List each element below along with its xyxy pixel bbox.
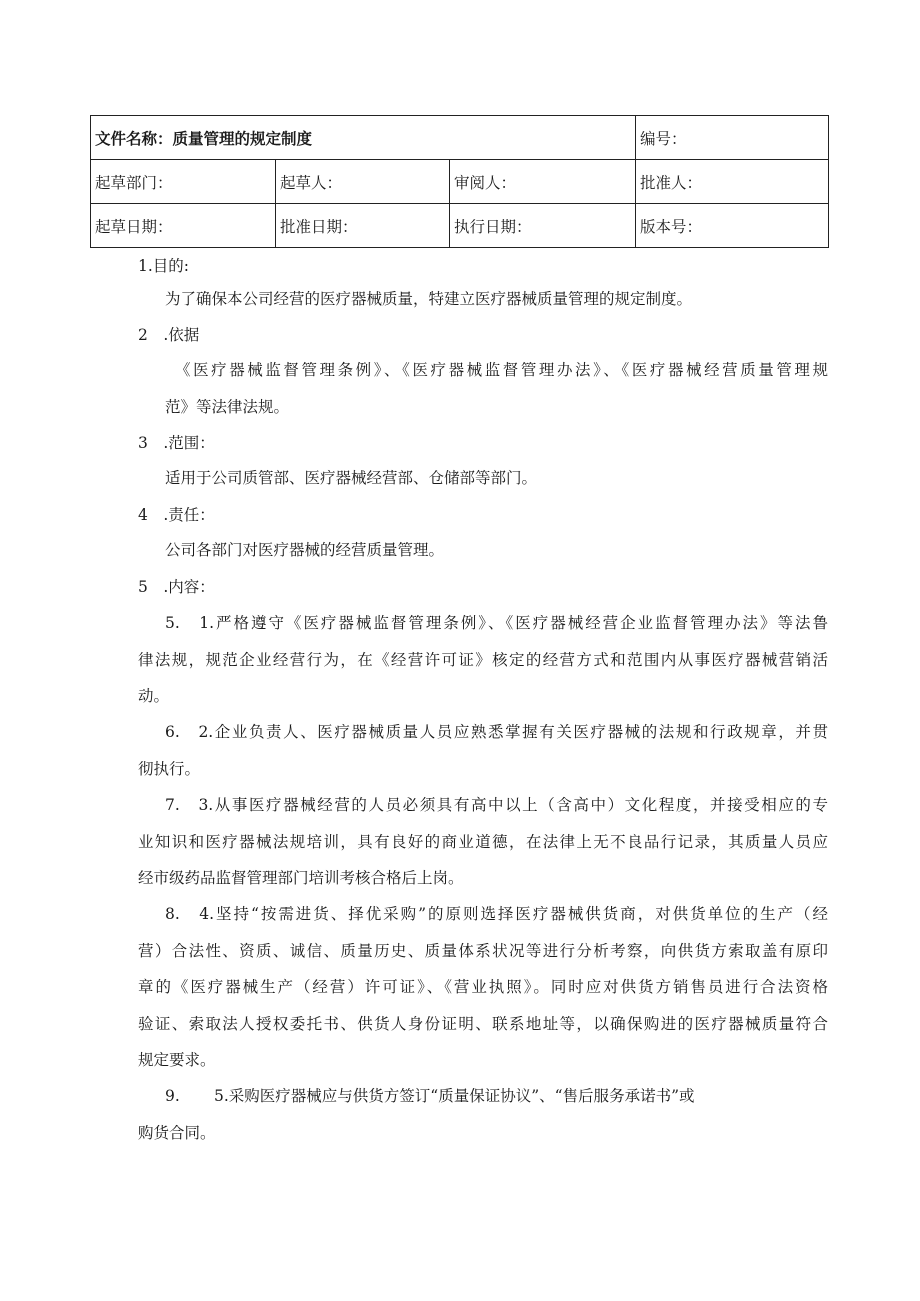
section-1-text: 为了确保本公司经营的医疗器械质量，特建立医疗器械质量管理的规定制度。 [165,290,693,308]
item-8-line-1: 8. 4.坚持“按需进货、择优采购”的原则选择医疗器械供货商，对供货单位的生产（经 [165,905,828,923]
section-2-text-line-2: 范》等法律法规。 [165,398,290,416]
section-2-heading: 2 .依据 [138,326,200,344]
drafter-cell: 起草人： [276,160,450,204]
item-5-line-3: 动。 [138,687,170,705]
item-7-line-2: 业知识和医疗器械法规培训，具有良好的商业道德，在法律上无不良品行记录，其质量人员应 [138,833,828,851]
item-9-line-1: 5.采购医疗器械应与供货方签订“质量保证协议”、“售后服务承诺书”或 [214,1087,695,1105]
file-name-cell: 文件名称：质量管理的规定制度 [91,116,636,160]
item-8-line-5: 规定要求。 [138,1051,216,1069]
item-6-line-1: 6. 2.企业负责人、医疗器械质量人员应熟悉掌握有关医疗器械的法规和行政规章，并贯 [165,723,828,741]
item-8-line-2: 营）合法性、资质、诚信、质量历史、质量体系状况等进行分析考察，向供货方索取盖有原印 [138,942,828,960]
item-7-line-3: 经市级药品监督管理部门培训考核合格后上岗。 [138,869,464,887]
section-4-text: 公司各部门对医疗器械的经营质量管理。 [165,541,445,559]
header-row-dates [91,204,829,248]
section-3-text: 适用于公司质管部、医疗器械经营部、仓储部等部门。 [165,469,538,487]
approver-cell: 批准人： [636,160,829,204]
section-3-heading: 3 .范围： [138,434,215,452]
section-5-heading: 5 .内容： [138,578,215,596]
exec-date-cell: 执行日期： [450,204,636,248]
item-9-line-2: 购货合同。 [138,1124,216,1142]
section-2-text-line-1: 《医疗器械监督管理条例》、《医疗器械监督管理办法》、《医疗器械经营质量管理规 [175,361,828,379]
version-cell: 版本号： [636,204,829,248]
header-row-people [91,160,829,204]
approve-date-cell: 批准日期： [276,204,450,248]
item-7-line-1: 7. 3.从事医疗器械经营的人员必须具有高中以上（含高中）文化程度，并接受相应的专 [165,796,828,814]
section-4-heading: 4 .责任： [138,506,215,524]
draft-date-cell: 起草日期： [91,204,276,248]
document-header-table [90,115,829,248]
item-5-line-1: 5. 1.严格遵守《医疗器械监督管理条例》、《医疗器械经营企业监督管理办法》等法鲁 [165,614,828,632]
item-6-line-2: 彻执行。 [138,760,201,778]
section-1-heading: 1.目的: [138,257,190,275]
draft-dept-cell: 起草部门： [91,160,276,204]
number-cell: 编号： [636,116,829,160]
reviewer-cell: 审阅人： [450,160,636,204]
item-9-number: 9. [165,1087,180,1105]
header-row-title [91,116,829,160]
item-8-line-3: 章的《医疗器械生产（经营）许可证》、《营业执照》。同时应对供货方销售员进行合法资格 [138,978,828,996]
item-5-line-2: 律法规，规范企业经营行为，在《经营许可证》核定的经营方式和范围内从事医疗器械营销活 [138,651,828,669]
item-8-line-4: 验证、索取法人授权委托书、供货人身份证明、联系地址等，以确保购进的医疗器械质量符合 [138,1015,828,1033]
